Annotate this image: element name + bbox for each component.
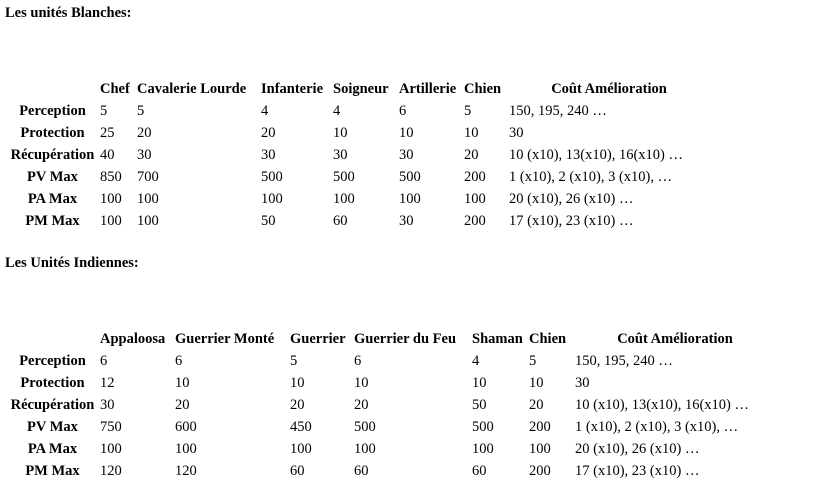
- table-row: [5, 394, 775, 416]
- table-cell: 850: [100, 169, 122, 185]
- table-cell: 60: [472, 463, 487, 479]
- row-label: Récupération: [10, 397, 95, 413]
- table-row: [5, 122, 709, 144]
- table-cell: 5: [464, 103, 472, 119]
- table-cell: 4: [472, 353, 480, 369]
- row-label: PA Max: [27, 191, 78, 207]
- table-cell: 4: [261, 103, 269, 119]
- table-cell: 10: [290, 375, 305, 391]
- table-row: [5, 188, 709, 210]
- table-cell: 17 (x10), 23 (x10) …: [575, 463, 700, 479]
- table-cell: 10: [175, 375, 190, 391]
- table-cell: 20 (x10), 26 (x10) …: [509, 191, 634, 207]
- table-cell: 100: [100, 191, 122, 207]
- table-cell: 100: [464, 191, 486, 207]
- table-row: [5, 144, 709, 166]
- row-label: PM Max: [25, 463, 80, 479]
- table-cell: 6: [175, 353, 183, 369]
- table-cell: 500: [354, 419, 376, 435]
- table-cell: 20: [175, 397, 190, 413]
- table-cell: 6: [399, 103, 407, 119]
- table-cell: 17 (x10), 23 (x10) …: [509, 213, 634, 229]
- table-row: [5, 416, 775, 438]
- table-cell: 10: [354, 375, 369, 391]
- table-cell: 150, 195, 240 …: [509, 103, 607, 119]
- table-header-row: [5, 328, 775, 350]
- table-cell: 100: [261, 191, 283, 207]
- row-label: Protection: [20, 125, 85, 141]
- table-cell: 100: [100, 441, 122, 457]
- table-cell: 20: [261, 125, 276, 141]
- table-cell: 5: [290, 353, 298, 369]
- table-cell: 10: [529, 375, 544, 391]
- table-cell: 40: [100, 147, 115, 163]
- table-cell: 100: [333, 191, 355, 207]
- table-cell: 10: [333, 125, 348, 141]
- table-cell: 30: [261, 147, 276, 163]
- table-cell: 6: [100, 353, 108, 369]
- table-cell: 10: [399, 125, 414, 141]
- table-cell: 30: [575, 375, 590, 391]
- table-cell: 20: [354, 397, 369, 413]
- corner-cell: [5, 328, 100, 350]
- table-cell: 10 (x10), 13(x10), 16(x10) …: [509, 147, 683, 163]
- table-cell: 100: [137, 213, 159, 229]
- table-header-row: [5, 78, 709, 100]
- column-header: Chef: [100, 81, 130, 97]
- table-cell: 20: [529, 397, 544, 413]
- table-cell: 200: [529, 419, 551, 435]
- table-row: [5, 210, 709, 232]
- column-header: Coût Amélioration: [551, 81, 667, 97]
- column-header: Chien: [464, 81, 502, 97]
- row-label: PV Max: [27, 419, 78, 435]
- table-cell: 120: [100, 463, 122, 479]
- table-cell: 500: [333, 169, 355, 185]
- column-header: Soigneur: [333, 81, 389, 97]
- table-cell: 60: [333, 213, 348, 229]
- table-cell: 5: [100, 103, 108, 119]
- column-header: Chien: [529, 331, 567, 347]
- table-cell: 50: [261, 213, 276, 229]
- table-cell: 20 (x10), 26 (x10) …: [575, 441, 700, 457]
- table-cell: 20: [290, 397, 305, 413]
- column-header: Guerrier du Feu: [354, 331, 457, 347]
- row-label: Protection: [20, 375, 85, 391]
- table-cell: 750: [100, 419, 122, 435]
- table-cell: 30: [509, 125, 524, 141]
- table-cell: 25: [100, 125, 115, 141]
- table-cell: 20: [464, 147, 479, 163]
- table-cell: 20: [137, 125, 152, 141]
- column-header: Appaloosa: [100, 331, 166, 347]
- row-label: PV Max: [27, 169, 78, 185]
- table-row: [5, 350, 775, 372]
- column-header: Guerrier Monté: [175, 331, 275, 347]
- table-cell: 30: [333, 147, 348, 163]
- table-cell: 700: [137, 169, 159, 185]
- row-label: Perception: [19, 353, 86, 369]
- table-cell: 100: [100, 213, 122, 229]
- row-label: Perception: [19, 103, 86, 119]
- table-cell: 50: [472, 397, 487, 413]
- table-cell: 600: [175, 419, 197, 435]
- corner-cell: [5, 78, 100, 100]
- table-cell: 30: [137, 147, 152, 163]
- table-cell: 500: [472, 419, 494, 435]
- table-cell: 6: [354, 353, 362, 369]
- table-cell: 200: [464, 213, 486, 229]
- column-header: Artillerie: [399, 81, 457, 97]
- table-cell: 4: [333, 103, 341, 119]
- table-cell: 30: [399, 147, 414, 163]
- table-cell: 100: [175, 441, 197, 457]
- table-cell: 100: [472, 441, 494, 457]
- column-header: Infanterie: [261, 81, 324, 97]
- section-title-indian-units: Les Unités Indiennes:: [5, 255, 139, 271]
- table-cell: 5: [137, 103, 145, 119]
- table-cell: 5: [529, 353, 537, 369]
- table-cell: 500: [261, 169, 283, 185]
- row-label: PA Max: [27, 441, 78, 457]
- row-label: PM Max: [25, 213, 80, 229]
- table-cell: 10: [472, 375, 487, 391]
- table-cell: 60: [354, 463, 369, 479]
- table-cell: 200: [529, 463, 551, 479]
- column-header: Guerrier: [290, 331, 346, 347]
- table-cell: 500: [399, 169, 421, 185]
- white-units-table: [5, 78, 709, 232]
- table-cell: 100: [354, 441, 376, 457]
- table-cell: 10: [464, 125, 479, 141]
- column-header: Coût Amélioration: [617, 331, 733, 347]
- table-row: [5, 166, 709, 188]
- column-header: Cavalerie Lourde: [137, 81, 247, 97]
- table-cell: 60: [290, 463, 305, 479]
- table-cell: 10 (x10), 13(x10), 16(x10) …: [575, 397, 749, 413]
- row-label: Récupération: [10, 147, 95, 163]
- table-row: [5, 100, 709, 122]
- table-cell: 12: [100, 375, 115, 391]
- table-cell: 1 (x10), 2 (x10), 3 (x10), …: [509, 169, 673, 185]
- table-cell: 450: [290, 419, 312, 435]
- table-cell: 120: [175, 463, 197, 479]
- table-row: [5, 460, 775, 482]
- table-cell: 200: [464, 169, 486, 185]
- table-row: [5, 438, 775, 460]
- indian-units-table: [5, 328, 775, 482]
- table-cell: 30: [100, 397, 115, 413]
- table-cell: 100: [399, 191, 421, 207]
- table-cell: 100: [137, 191, 159, 207]
- table-cell: 30: [399, 213, 414, 229]
- table-cell: 1 (x10), 2 (x10), 3 (x10), …: [575, 419, 739, 435]
- table-cell: 100: [290, 441, 312, 457]
- column-header: Shaman: [472, 331, 523, 347]
- table-cell: 150, 195, 240 …: [575, 353, 673, 369]
- table-row: [5, 372, 775, 394]
- table-cell: 100: [529, 441, 551, 457]
- section-title-white-units: Les unités Blanches:: [5, 5, 132, 21]
